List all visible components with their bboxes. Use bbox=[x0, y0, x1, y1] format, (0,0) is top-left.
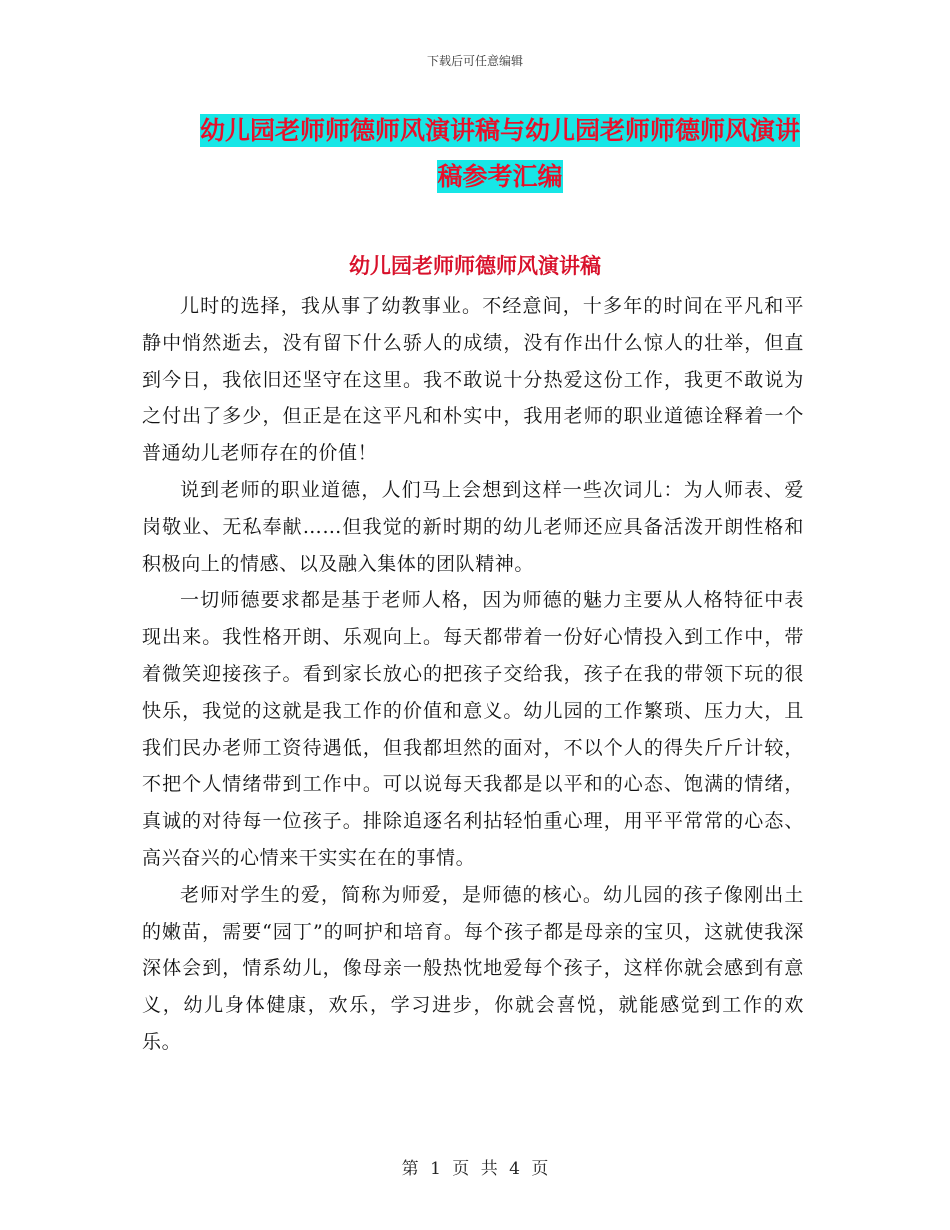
page-footer: 第 1 页 共 4 页 bbox=[401, 1159, 549, 1179]
document-title bbox=[190, 108, 810, 200]
paragraph-4: 老师对学生的爱，简称为师爱，是师德的核心。幼儿园的孩子像刚出土的嫩苗，需要“园丁”的呵护和培育。每个孩子都是母亲的宝贝，这就使我深深体会到，情系幼儿，像母亲一般热忱地爱每个孩子，这样你就会感到有意义，幼儿身体健康，欢乐，学习进步，你就会喜悦，就能感觉到工作的欢乐。 bbox=[142, 883, 804, 1053]
section-title: 幼儿园老师师德师风演讲稿 bbox=[349, 254, 601, 278]
header-note: 下载后可任意编辑 bbox=[426, 54, 523, 68]
paragraph-3: 一切师德要求都是基于老师人格，因为师德的魅力主要从人格特征中表现出来。我性格开朗、乐观向上。每天都带着一份好心情投入到工作中，带着微笑迎接孩子。看到家长放心的把孩子交给我，孩子在我的带领下玩的很快乐，我觉的这就是我工作的价值和意义。幼儿园的工作繁琐、压力大，且我们民办老师工资待遇低，但我都坦然的面对，不以个人的得失斤斤计较，不把个人情绪带到工作中。可以说每天我都是以平和的心态、饱满的情绪，真诚的对待每一位孩子。排除追逐名利拈轻怕重心理，用平平常常的心态、高兴奋兴的心情来干实实在在的事情。 bbox=[142, 589, 804, 869]
paragraph-2: 说到老师的职业道德，人们马上会想到这样一些次词儿：为人师表、爱岗敬业、无私奉献……但我觉的新时期的幼儿老师还应具备活泼开朗性格和积极向上的情感、以及融入集体的团队精神。 bbox=[142, 478, 804, 575]
paragraph-1: 儿时的选择，我从事了幼教事业。不经意间，十多年的时间在平凡和平静中悄然逝去，没有留下什么骄人的成绩，没有作出什么惊人的壮举，但直到今日，我依旧还坚守在这里。我不敢说十分热爱这份工作，我更不敢说为之付出了多少，但正是在这平凡和朴实中，我用老师的职业道德诠释着一个普通幼儿老师存在的价值！ bbox=[142, 295, 804, 465]
document-title-text: 幼儿园老师师德师风演讲稿与幼儿园老师师德师风演讲稿参考汇编 bbox=[199, 116, 800, 191]
body-text bbox=[142, 288, 804, 1061]
